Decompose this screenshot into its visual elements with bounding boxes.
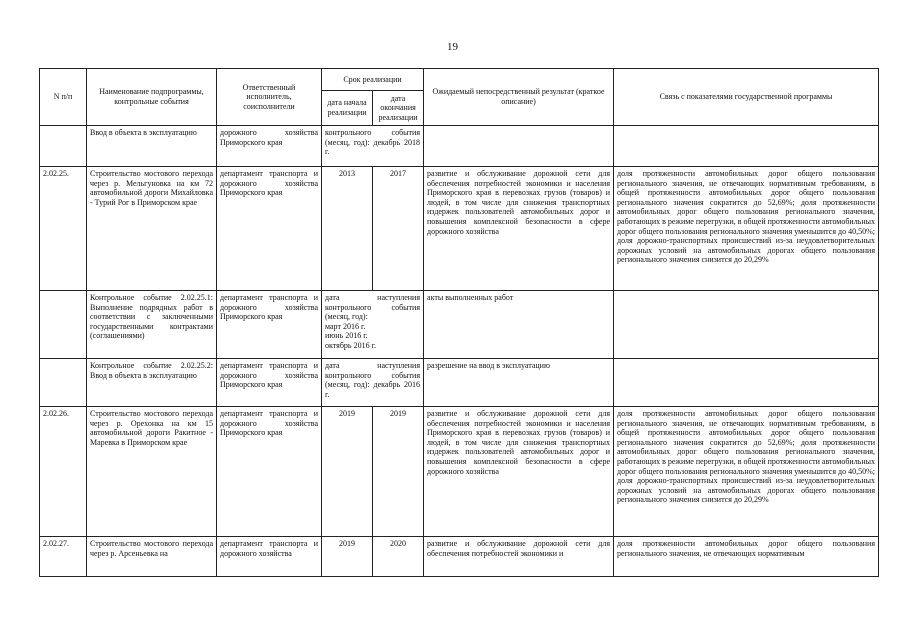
cell-result: развитие и обслуживание дорожной сети для обеспечения потребностей экономики и: [424, 537, 614, 577]
cell-name: Строительство мостового перехода через р. Арсеньевка на: [87, 537, 217, 577]
cell-responsible: департамент транспорта и дорожного хозяйства Приморского края: [217, 407, 322, 537]
cell-period: дата наступления контрольного события (месяц, год): декабрь 2016 г.: [322, 359, 424, 407]
header-end: дата окончания реализации: [373, 91, 424, 126]
cell-period: контрольного события (месяц, год): декабрь 2018 г.: [322, 126, 424, 167]
cell-link: доля протяженности автомобильных дорог общего пользования регионального значения, не отвечающих нормативным: [614, 537, 879, 577]
cell-responsible: дорожного хозяйства Приморского края: [217, 126, 322, 167]
table-row: [40, 167, 879, 291]
cell-num: 2.02.26.: [40, 407, 87, 537]
cell-num: [40, 126, 87, 167]
cell-name: Контрольное событие 2.02.25.2: Ввод в объекта в эксплуатацию: [87, 359, 217, 407]
period-line: июнь 2016 г.: [325, 331, 368, 341]
cell-result: разрешение на ввод в эксплуатацию: [424, 359, 614, 407]
header-period: Срок реализации: [322, 69, 424, 91]
cell-link: доля протяженности автомобильных дорог общего пользования регионального значения, не отвечающих нормативным требованиям, в общей протяженности автомобильных дорог общего пользования регионального значения сократится до 52,69%; доля протяженности автомобильных дорог общего пользования регионального значения, работающих в режиме перегрузки, в общей протяженности автомобильных дорог общего пользования регионального значения уменьшится до 40,50%; доля дорожно-транспортных происшествий из-за неудовлетворительных дорожных условий на автомобильных дорогах общего пользования регионального значения снизится до 20,29%: [614, 407, 879, 537]
cell-link: [614, 359, 879, 407]
table-row: [40, 407, 879, 537]
period-line: октябрь 2016 г.: [325, 340, 376, 350]
header-result: Ожидаемый непосредственный результат (краткое описание): [424, 69, 614, 126]
cell-num: [40, 291, 87, 359]
table-row: [40, 359, 879, 407]
cell-period: [322, 291, 424, 359]
cell-end: 2020: [373, 537, 424, 577]
cell-link: [614, 126, 879, 167]
table-row: [40, 291, 879, 359]
cell-start: 2019: [322, 407, 373, 537]
header-link: Связь с показателями государственной программы: [614, 69, 879, 126]
cell-name: Контрольное событие 2.02.25.1: Выполнение подрядных работ в соответствии с заключенными государственными контрактами (соглашениями): [87, 291, 217, 359]
table-row: [40, 126, 879, 167]
header-start: дата начала реализации: [322, 91, 373, 126]
cell-end: 2017: [373, 167, 424, 291]
program-table: [39, 68, 879, 577]
page-number: 19: [447, 41, 458, 53]
cell-num: 2.02.25.: [40, 167, 87, 291]
cell-name: Строительство мостового перехода через р. Орехонка на км 15 автомобильной дороги Ракитное - Маревка в Приморском крае: [87, 407, 217, 537]
cell-result: развитие и обслуживание дорожной сети для обеспечения потребностей экономики и населения Приморского края в перевозках грузов (товаров) и людей, в том числе для снижения транспортных издержек пользователей автомобильных дорог и повышения комплексной безопасности в сфере дорожного хозяйства: [424, 167, 614, 291]
header-name: Наименование подпрограммы, контрольные события: [87, 69, 217, 126]
cell-responsible: департамент транспорта и дорожного хозяйства Приморского края: [217, 291, 322, 359]
table-row: [40, 537, 879, 577]
cell-name: Строительство мостового перехода через р. Мельгуновка на км 72 автомобильной дороги Михайловка - Турий Рог в Приморском крае: [87, 167, 217, 291]
header-num: N п/п: [40, 69, 87, 126]
cell-link: [614, 291, 879, 359]
cell-start: 2019: [322, 537, 373, 577]
cell-responsible: департамент транспорта и дорожного хозяйства Приморского края: [217, 167, 322, 291]
cell-link: доля протяженности автомобильных дорог общего пользования регионального значения, не отвечающих нормативным требованиям, в общей протяженности автомобильных дорог общего пользования регионального значения сократится до 52,69%; доля протяженности автомобильных дорог общего пользования регионального значения, работающих в режиме перегрузки, в общей протяженности автомобильных дорог общего пользования регионального значения уменьшится до 40,50%; доля дорожно-транспортных происшествий из-за неудовлетворительных дорожных условий на автомобильных дорогах общего пользования регионального значения снизится до 20,29%: [614, 167, 879, 291]
cell-start: 2013: [322, 167, 373, 291]
cell-result: акты выполненных работ: [424, 291, 614, 359]
period-line: март 2016 г.: [325, 321, 366, 331]
cell-responsible: департамент транспорта и дорожного хозяйства Приморского края: [217, 359, 322, 407]
cell-end: 2019: [373, 407, 424, 537]
header-responsible: Ответственный исполнитель, соисполнители: [217, 69, 322, 126]
cell-num: [40, 359, 87, 407]
period-line: дата наступления контрольного события (месяц, год):: [325, 293, 421, 322]
cell-name: Ввод в объекта в эксплуатацию: [87, 126, 217, 167]
cell-responsible: департамент транспорта и дорожного хозяйства: [217, 537, 322, 577]
cell-result: развитие и обслуживание дорожной сети для обеспечения потребностей экономики и населения Приморского края в перевозках грузов (товаров) и людей, в том числе для снижения транспортных издержек пользователей автомобильных дорог и повышения комплексной безопасности в сфере дорожного хозяйства: [424, 407, 614, 537]
cell-result: [424, 126, 614, 167]
cell-num: 2.02.27.: [40, 537, 87, 577]
